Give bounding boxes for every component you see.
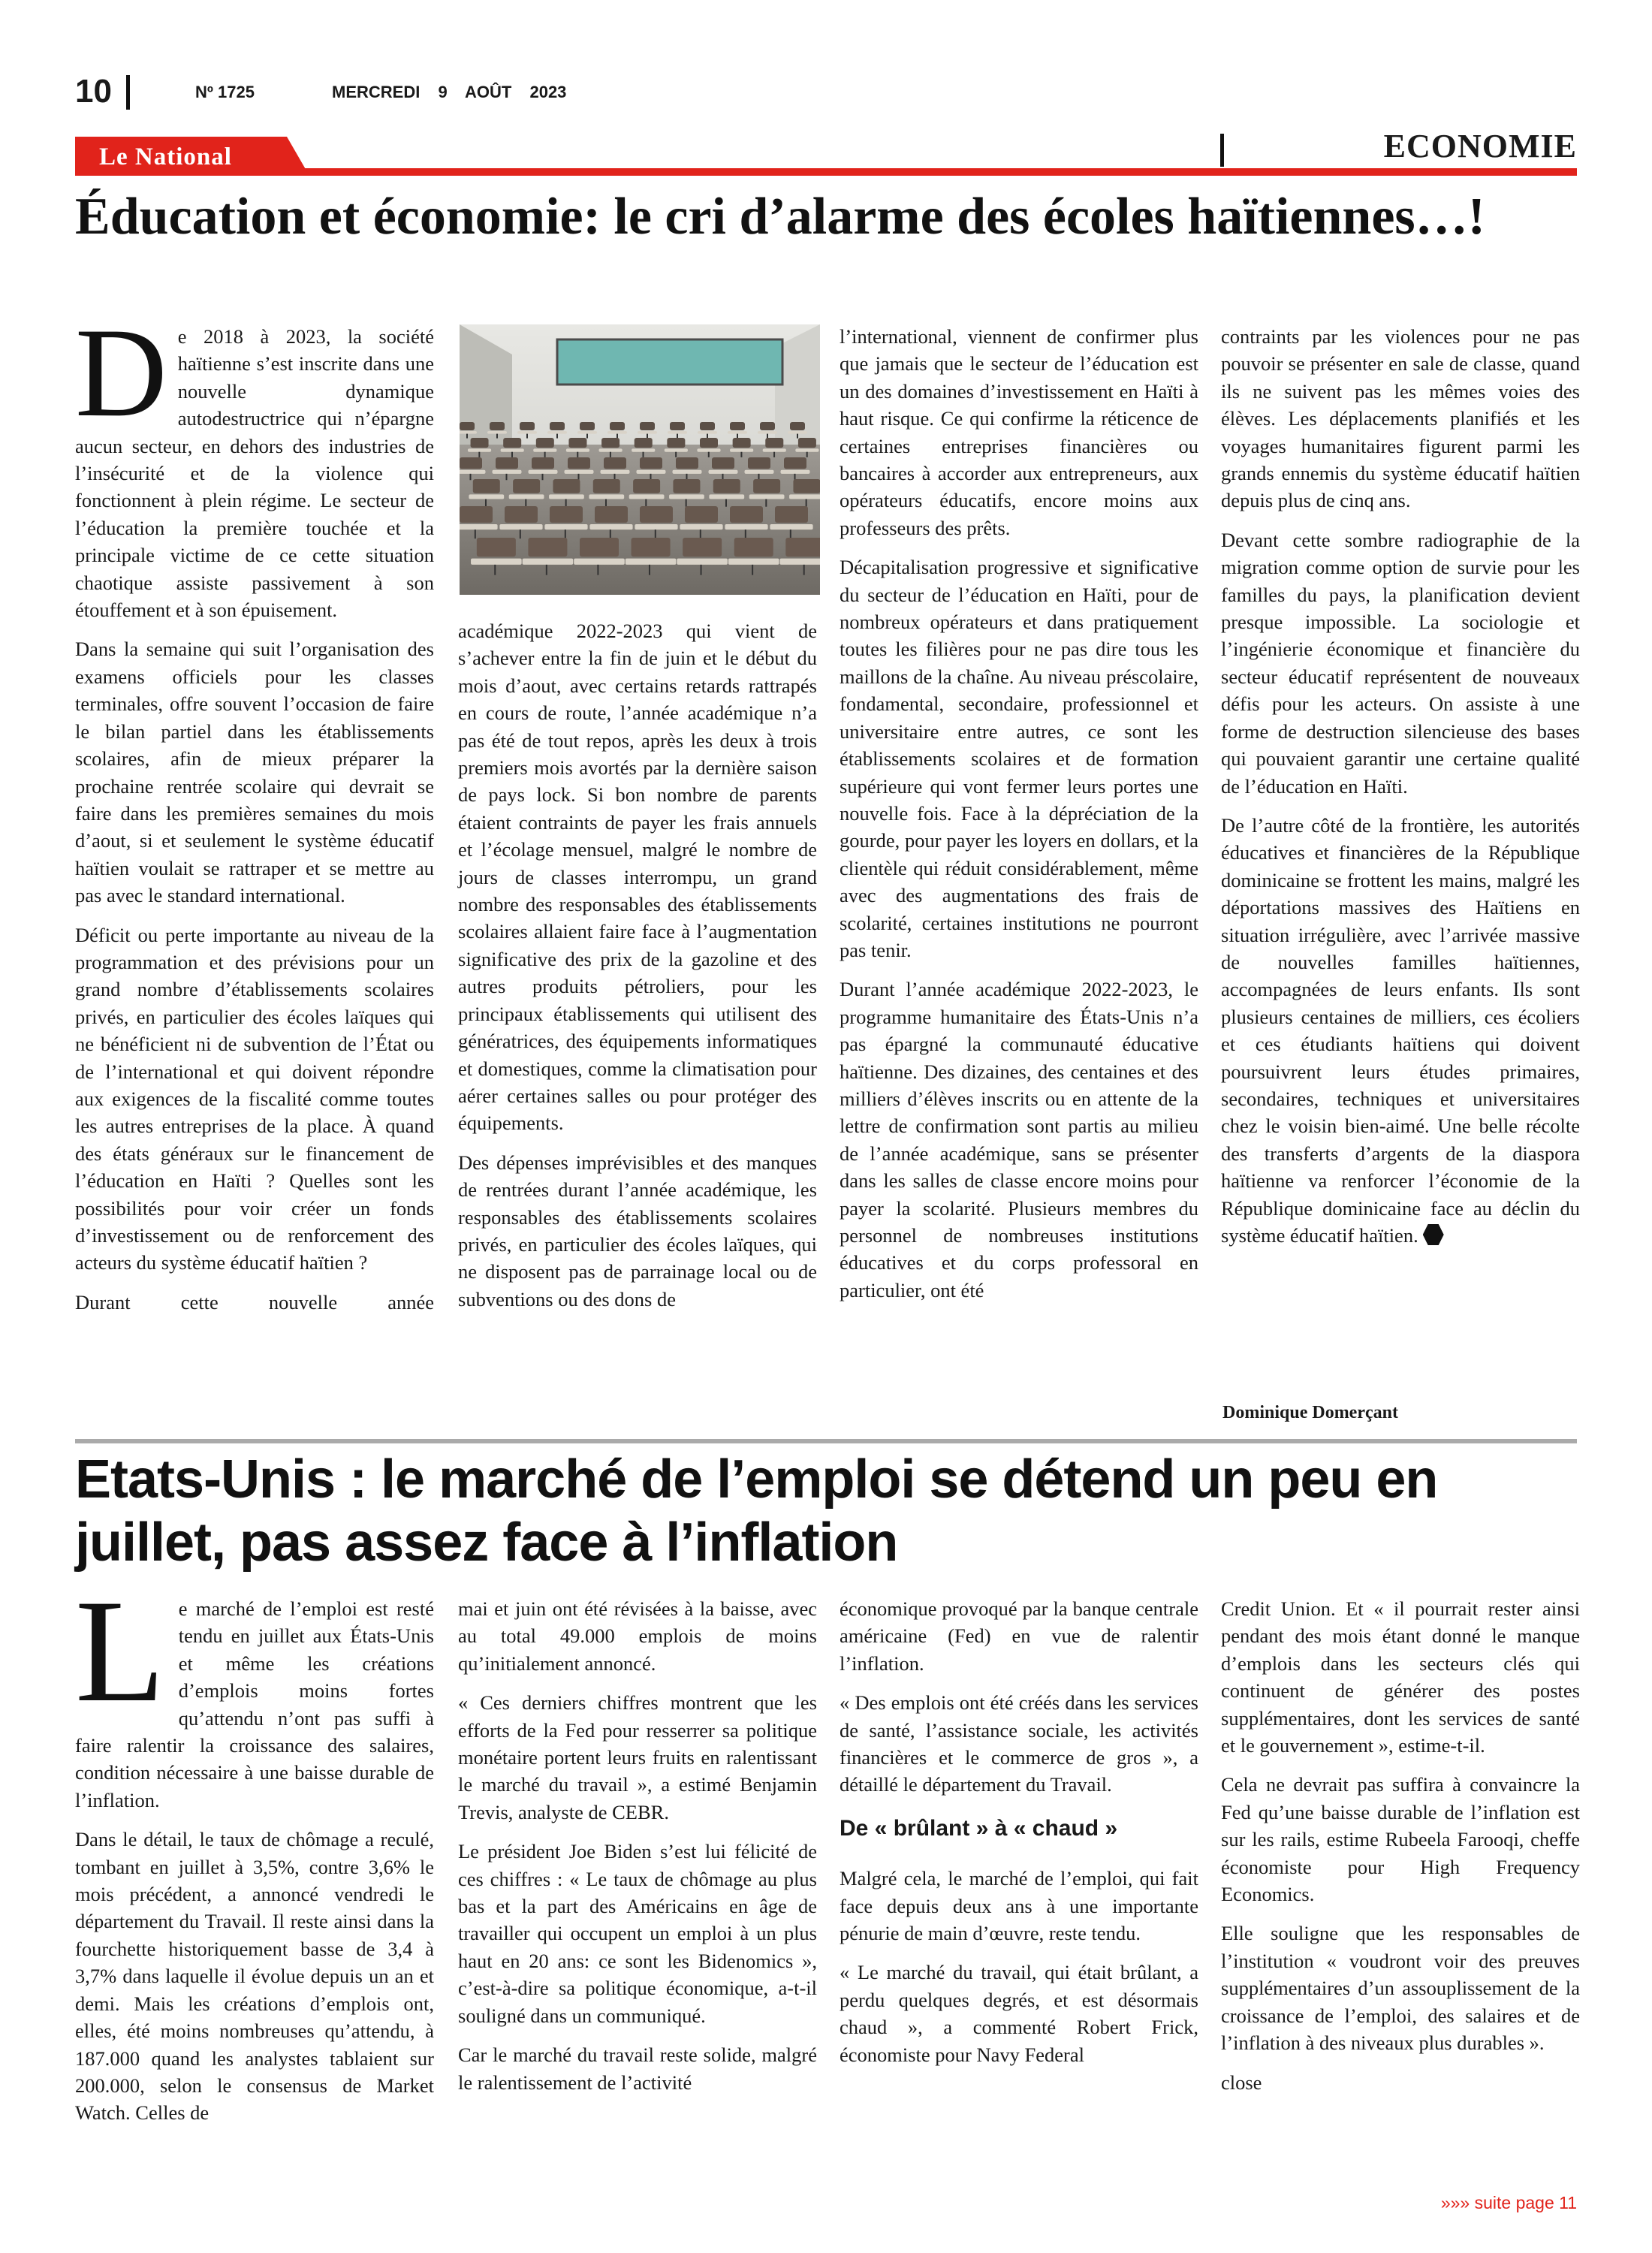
article1-dropcap: D: [75, 302, 167, 443]
article2-paragraph: Cela ne devrait pas suffira à convaincre la Fed qu’une baisse durable de l’inflation est sur les rails, estime Rubeela Farooqi, cheffe économiste pour High Frequency Economics.: [1221, 1773, 1580, 1906]
article1-paragraph: contraints par les violences pour ne pas pouvoir se présenter en sale de classe, quand ils ne suivent pas les mêmes voies des élèves. Les déplacements planifiés et les voyages humanitaires figurent parmi les grands ennemis du système éducatif haïtien depuis plus de cinq ans.: [1221, 325, 1580, 512]
classroom-photo: [460, 324, 820, 595]
article2-column-4: [1221, 1595, 1580, 2096]
article1-column-2: [458, 617, 817, 1313]
article1-paragraph: [1221, 812, 1580, 1250]
continued-link[interactable]: »»» suite page 11: [1440, 2193, 1577, 2212]
article1-text: e 2018 à 2023, la société haïtienne s’est inscrite dans une nouvelle dynamique autodestructrice qui n’épargne aucun secteur, en dehors des industries de l’insécurité et de la violence qui fonctionnent à plein régime. Le secteur de l’éducation la première touchée et la principale victime de ce cette situation chaotique assiste passivement à son étouffement et à son épuisement.: [75, 325, 434, 622]
date-weekday: MERCREDI: [332, 83, 421, 101]
classroom-illustration: [460, 324, 820, 595]
page-header: [75, 72, 1577, 111]
section-name: ECONOMIE: [1383, 128, 1577, 164]
article2-paragraph: « Ces derniers chiffres montrent que les efforts de la Fed pour resserrer sa politique monétaire portent leurs fruits en ralentissant le marché du travail », a estimé Benjamin Trevis, analyste de CEBR.: [458, 1691, 817, 1823]
article1-text: De l’autre côté de la frontière, les autorités éducatives et financières de la République dominicaine se frottent les mains, malgré les déportations massives des Haïtiens en situation irrégulière, avec l’arrivée massive de nouvelles familles haïtiennes, accompagnées de leurs enfants. Ils sont plusieurs centaines de milliers, ces écoliers et ces étudiants haïtiens qui doivent poursuivrent leurs études primaires, secondaires, techniques et universitaires chez le voisin bien-aimé. Une belle récolte des transferts d’argents de la diaspora haïtienne va renforcer l’économie de la République dominicaine face au déclin du système éducatif haïtien.: [1221, 813, 1580, 1247]
date-year: 2023: [529, 83, 567, 101]
date-day: 9: [438, 83, 448, 101]
article2-paragraph: économique provoqué par la banque centrale américaine (Fed) en vue de ralentir l’inflation.: [840, 1597, 1198, 1675]
section-separator: [1220, 134, 1224, 167]
article1-paragraph: [75, 302, 434, 623]
article2-column-3: [840, 1595, 1198, 2068]
article2-paragraph: Le président Joe Biden s’est lui félicité de ces chiffres : « Le taux de chômage au plus bas et la part des Américains en âge de travailler qui occupent un emploi à un plus haut en 20 ans: ce sont les Bidenomics », c’est-à-dire sa politique économique, a-t-il souligné dans un communiqué.: [458, 1840, 817, 2027]
article1-paragraph: Décapitalisation progressive et significative du secteur de l’éducation en Haïti, pour de nombreux opérateurs et dans pratiquement toutes les filières pour ne pas dire tous les maillons de la chaîne. Au niveau préscolaire, fondamental, secondaire, professionnel et universitaire entre autres, ce sont les établissements scolaires et de formation supérieure qui vont fermer leurs portes une nouvelle fois. Face à la dépréciation de la gourde, pour payer les loyers en dollars, et la clientèle qui réduit considérablement, même avec des augmentations des frais de scolarité, certaines institutions ne pourront pas tenir.: [840, 556, 1198, 961]
article2-paragraph: mai et juin ont été révisées à la baisse, avec au total 49.000 emplois de moins qu’initialement annoncé.: [458, 1597, 817, 1675]
article2-paragraph: Elle souligne que les responsables de l’institution « voudront voir des preuves supplémentaires d’un assouplissement de la croissance de l’emploi, des salaires et de l’inflation à des niveaux plus durables ».: [1221, 1922, 1580, 2055]
end-of-article-icon: [1423, 1224, 1444, 1245]
article1-column-4: [1221, 323, 1580, 1249]
article2-text: e marché de l’emploi est resté tendu en juillet aux États-Unis et même les créations d’emplois moins fortes qu’attendu n’ont pas suffi à faire ralentir la croissance des salaires, condition nécessaire à une baisse durable de l’inflation.: [75, 1597, 434, 1811]
page-number-rule: [126, 75, 130, 110]
date-month: AOÛT: [465, 83, 512, 101]
article-divider: [75, 1439, 1577, 1443]
article2-dropcap: L: [75, 1570, 165, 1733]
article1-paragraph: académique 2022-2023 qui vient de s’achever entre la fin de juin et le début du mois d’aout, avec certains retards rattrapés en cours de route, l’année académique n’a pas été de tout repos, après les deux à trois premiers mois avortés par la dernière saison de pays lock. Si bon nombre de parents étaient contraints de payer les frais annuels et l’écolage mensuel, malgré le nombre de jours de classes interrompu, un grand nombre des responsables des établissements scolaires allaient faire face à l’augmentation significative des prix de la gazoline et des autres produits pétroliers, pour les principaux établissements qui utilisent des génératrices, des équipements informatiques et domestiques, comme la climatisation pour aérer certaines salles ou pour protéger des équipements.: [458, 620, 817, 1135]
article1-column-3: [840, 323, 1198, 1304]
article1-paragraph: l’international, viennent de confirmer plus que jamais que le secteur de l’éducation est un des domaines d’investissement en Haïti à haut risque. Ce qui confirme la réticence de certaines entreprises financières ou bancaires à accorder aux entrepreneurs, aux opérateurs éducatifs, encore moins aux professeurs des prêts.: [840, 325, 1198, 539]
brand-name: Le National: [99, 143, 232, 170]
article2-subheading: De « brûlant » à « chaud »: [840, 1815, 1118, 1841]
article1-paragraph: Devant cette sombre radiographie de la migration comme option de survie pour les familles du pays, la planification devient presque impossible. La sociologie et l’ingénierie économique et financière du secteur éducatif représentent de nouveaux défis pour les acteurs. On assiste à une forme de destruction silencieuse des bases qui pouvaient garantir une certaine qualité de l’éducation en Haïti.: [1221, 528, 1580, 798]
article1-paragraph: Déficit ou perte importante au niveau de la programmation et des prévisions pour un grand nombre d’établissements scolaires privés, en particulier des écoles laïques qui ne bénéficient ni de subvention de l’État ou de l’international et qui doivent répondre aux exigences de la fiscalité comme toutes les autres entreprises de la place. À quand des états généraux sur le financement de l’éducation en Haïti ? Quelles sont les possibilités pour voir créer un fonds d’investissement ou de renforcement des acteurs du système éducatif haïtien ?: [75, 923, 434, 1274]
article2-paragraph: Credit Union. Et « il pourrait rester ainsi pendant des mois étant donné le manque d’emplois dans les secteurs clés qui continuent de générer des postes supplémentaires, dont les services de santé et le gouvernement », estime-t-il.: [1221, 1597, 1580, 1757]
article1-paragraph: Des dépenses imprévisibles et des manques de rentrées durant l’année académique, les responsables des établissements scolaires privés, en particulier des écoles laïques, qui ne disposent pas de parrainage local ou de subventions ou des dons de: [458, 1151, 817, 1310]
article1-title: Éducation et économie: le cri d’alarme des écoles haïtiennes…!: [75, 188, 1485, 246]
article1-column-1: [75, 302, 434, 1316]
article2-paragraph: [75, 1570, 434, 1814]
article1-paragraph: Durant cette nouvelle année: [75, 1290, 434, 1313]
article2-title: Etats-Unis : le marché de l’emploi se détend un peu en juillet, pas assez face à l’inflation: [75, 1449, 1438, 1573]
article2-paragraph: « Le marché du travail, qui était brûlant, a perdu quelques degrés, et est désormais chaud », a commenté Robert Frick, économiste pour Navy Federal: [840, 1961, 1198, 2066]
page-number: 10: [75, 73, 112, 110]
article1-paragraph: Dans la semaine qui suit l’organisation des examens officiels pour les classes terminales, offre souvent l’occasion de faire le bilan partiel dans les établissements scolaires, afin de mieux préparer la prochaine rentrée scolaire qui devrait se faire dans les premières semaines du mois d’aout, si et seulement le système éducatif haïtien voulait se rattraper et se mettre au pas avec le standard international.: [75, 638, 434, 907]
issue-number: Nº 1725: [195, 83, 255, 101]
article2-column-1: [75, 1570, 434, 2127]
article2-signoff: close: [1221, 2071, 1262, 2094]
article2-paragraph: « Des emplois ont été créés dans les services de santé, l’assistance sociale, les activités financières et le commerce de gros », a détaillé le département du Travail.: [840, 1691, 1198, 1796]
article1-paragraph: Durant l’année académique 2022-2023, le programme humanitaire des États-Unis n’a pas épargné la communauté éducative haïtienne. Des dizaines, des centaines et des milliers d’élèves inscrits ou en attente de la lettre de confirmation sont partis au milieu de l’année académique, sans se présenter dans les salles de classe encore moins pour payer la scolarité. Plusieurs membres du personnel de nombreuses institutions éducatives et du corps professoral en particulier, ont été: [840, 978, 1198, 1301]
article1-byline: Dominique Domerçant: [1222, 1403, 1398, 1422]
article2-paragraph: Malgré cela, le marché de l’emploi, qui fait face depuis deux ans à une importante pénurie de main d’œuvre, reste tendu.: [840, 1867, 1198, 1945]
article2-paragraph: Car le marché du travail reste solide, malgré le ralentissement de l’activité: [458, 2043, 817, 2094]
section-banner: [75, 125, 1577, 176]
article2-column-2: [458, 1595, 817, 2096]
article2-paragraph: Dans le détail, le taux de chômage a reculé, tombant en juillet à 3,5%, contre 3,6% le mois précédent, a annoncé vendredi le département du Travail. Il reste ainsi dans la fourchette historiquement basse de 3,4 à 3,7% dans laquelle il évolue depuis un an et demi. Mais les créations d’emplois ont, elles, été moins nombreuses qu’attendu, à 187.000 quand les analystes tablaient sur 200.000, selon le consensus de Market Watch. Celles de: [75, 1828, 434, 2125]
issue-date: [332, 83, 577, 102]
